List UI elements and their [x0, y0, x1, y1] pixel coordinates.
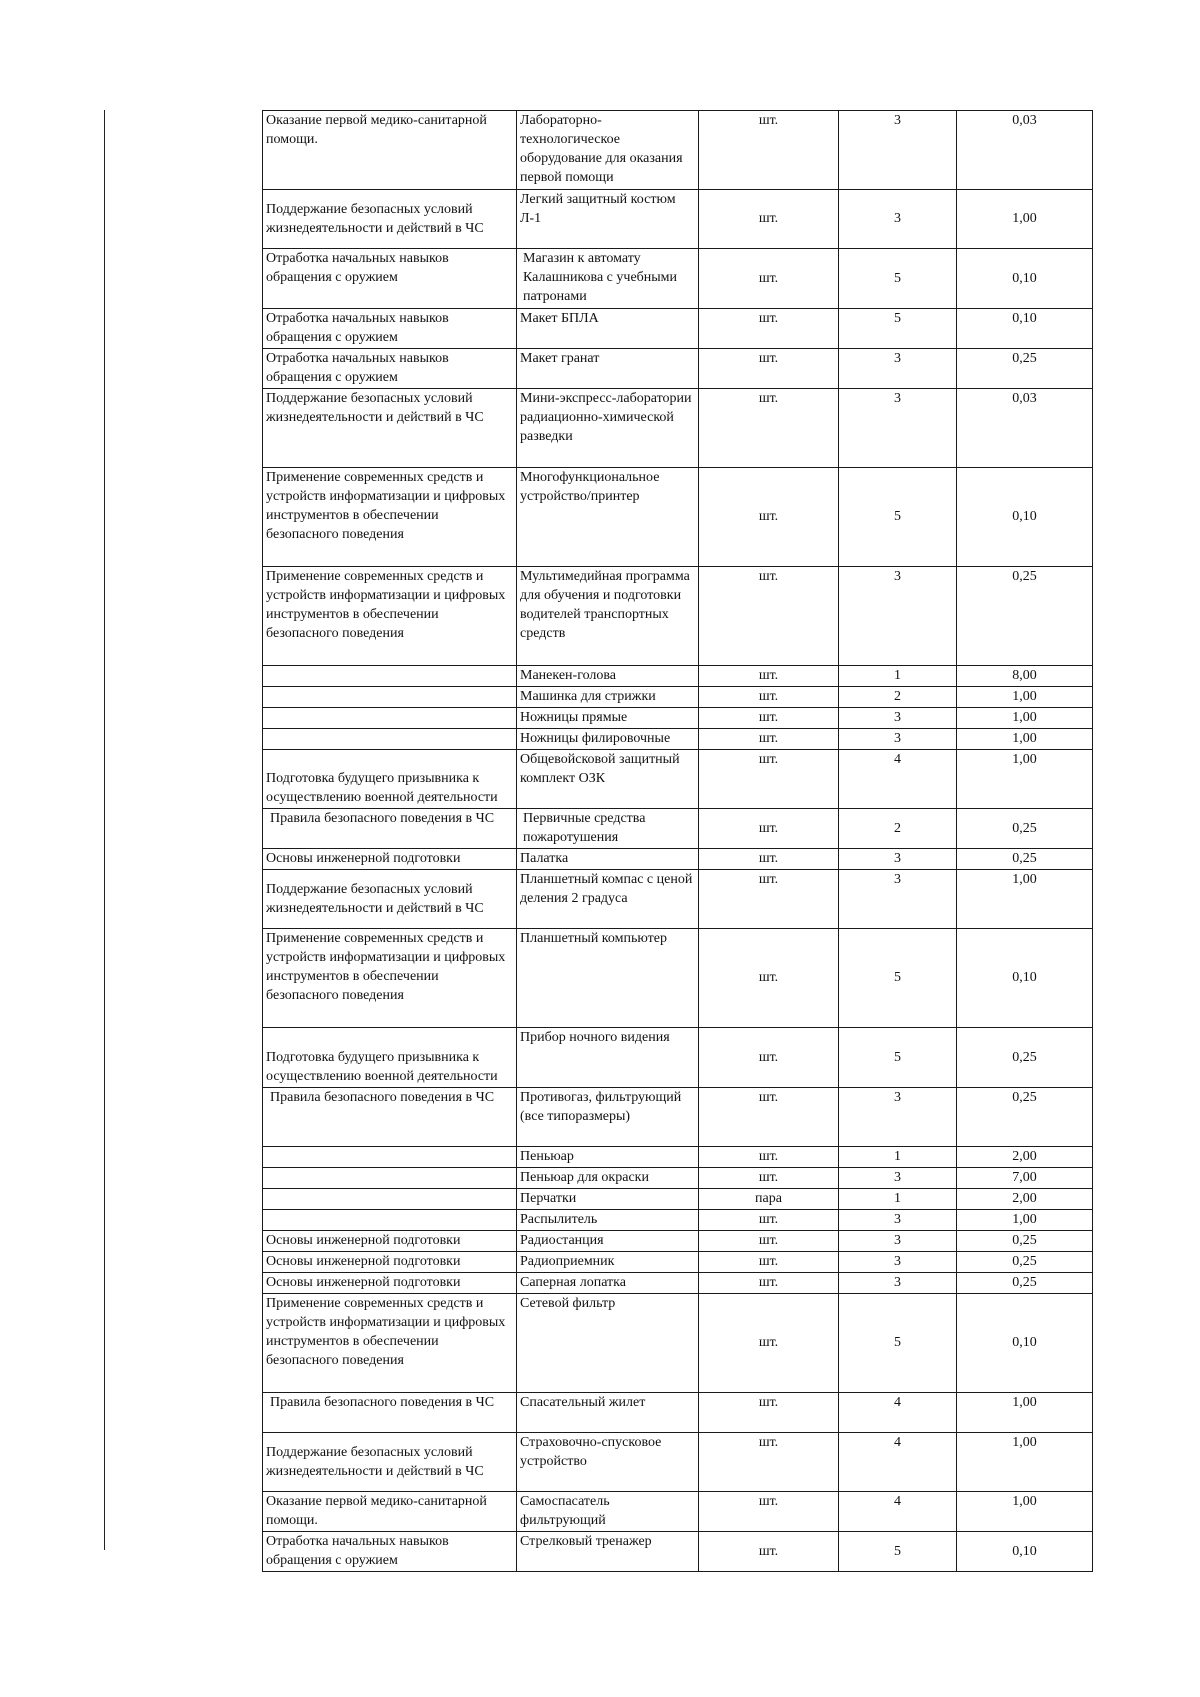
topic-cell: Отработка начальных навыков обращения с оружием: [263, 309, 517, 349]
item-cell: Пеньюар: [517, 1147, 699, 1168]
table-row: [263, 1393, 1093, 1433]
item-cell: Мультимедийная программа для обучения и подготовки водителей транспортных средств: [517, 567, 699, 666]
item-cell: Пеньюар для окраски: [517, 1168, 699, 1189]
norm-cell: 1,00: [957, 750, 1093, 809]
table-row: [263, 1231, 1093, 1252]
norm-cell: 0,03: [957, 389, 1093, 468]
topic-cell: [263, 1210, 517, 1231]
topic-cell: Применение современных средств и устройств информатизации и цифровых инструментов в обеспечении безопасного поведения: [263, 567, 517, 666]
norm-cell: 0,10: [957, 1532, 1093, 1572]
unit-cell: шт.: [699, 389, 839, 468]
table-row: [263, 1532, 1093, 1572]
topic-cell: Правила безопасного поведения в ЧС: [263, 1088, 517, 1147]
table-row: [263, 309, 1093, 349]
quantity-cell: 2: [839, 809, 957, 849]
table-row: [263, 929, 1093, 1028]
table-row: [263, 111, 1093, 190]
topic-cell: [263, 666, 517, 687]
quantity-cell: 3: [839, 1210, 957, 1231]
item-cell: Легкий защитный костюм Л-1: [517, 190, 699, 249]
topic-cell: Отработка начальных навыков обращения с оружием: [263, 349, 517, 389]
unit-cell: пара: [699, 1189, 839, 1210]
quantity-cell: 3: [839, 190, 957, 249]
unit-cell: шт.: [699, 1088, 839, 1147]
quantity-cell: 1: [839, 666, 957, 687]
topic-cell: Основы инженерной подготовки: [263, 1231, 517, 1252]
item-cell: Радиостанция: [517, 1231, 699, 1252]
table-row: [263, 389, 1093, 468]
table-row: [263, 1088, 1093, 1147]
topic-cell: Отработка начальных навыков обращения с оружием: [263, 1532, 517, 1572]
unit-cell: шт.: [699, 1168, 839, 1189]
table-row: [263, 870, 1093, 929]
norm-cell: 0,25: [957, 849, 1093, 870]
item-cell: Манекен-голова: [517, 666, 699, 687]
quantity-cell: 5: [839, 1532, 957, 1572]
table-row: [263, 190, 1093, 249]
quantity-cell: 3: [839, 708, 957, 729]
topic-cell: Основы инженерной подготовки: [263, 1273, 517, 1294]
quantity-cell: 5: [839, 468, 957, 567]
unit-cell: шт.: [699, 468, 839, 567]
item-cell: Распылитель: [517, 1210, 699, 1231]
quantity-cell: 1: [839, 1189, 957, 1210]
norm-cell: 0,25: [957, 567, 1093, 666]
item-cell: Прибор ночного видения: [517, 1028, 699, 1088]
unit-cell: шт.: [699, 750, 839, 809]
item-cell: Многофункциональное устройство/принтер: [517, 468, 699, 567]
item-cell: Стрелковый тренажер: [517, 1532, 699, 1572]
topic-cell: Поддержание безопасных условий жизнедеятельности и действий в ЧС: [263, 190, 517, 249]
norm-cell: 7,00: [957, 1168, 1093, 1189]
norm-cell: 1,00: [957, 1210, 1093, 1231]
table-row: [263, 1492, 1093, 1532]
norm-cell: 8,00: [957, 666, 1093, 687]
norm-cell: 1,00: [957, 708, 1093, 729]
norm-cell: 2,00: [957, 1189, 1093, 1210]
quantity-cell: 2: [839, 687, 957, 708]
table-row: [263, 349, 1093, 389]
equipment-table: [262, 110, 1093, 1572]
topic-cell: [263, 708, 517, 729]
unit-cell: шт.: [699, 1492, 839, 1532]
norm-cell: 0,25: [957, 1231, 1093, 1252]
unit-cell: шт.: [699, 1433, 839, 1492]
quantity-cell: 3: [839, 729, 957, 750]
quantity-cell: 3: [839, 111, 957, 190]
norm-cell: 0,25: [957, 349, 1093, 389]
table-row: [263, 1433, 1093, 1492]
quantity-cell: 3: [839, 1168, 957, 1189]
table-row: [263, 729, 1093, 750]
topic-cell: [263, 1147, 517, 1168]
quantity-cell: 3: [839, 870, 957, 929]
norm-cell: 1,00: [957, 1492, 1093, 1532]
quantity-cell: 5: [839, 1028, 957, 1088]
unit-cell: шт.: [699, 1028, 839, 1088]
topic-cell: Подготовка будущего призывника к осуществлению военной деятельности: [263, 1028, 517, 1088]
unit-cell: шт.: [699, 729, 839, 750]
norm-cell: 0,25: [957, 1088, 1093, 1147]
table-row: [263, 1294, 1093, 1393]
topic-cell: [263, 1168, 517, 1189]
unit-cell: шт.: [699, 666, 839, 687]
norm-cell: 1,00: [957, 190, 1093, 249]
unit-cell: шт.: [699, 1147, 839, 1168]
unit-cell: шт.: [699, 1231, 839, 1252]
table-row: [263, 1189, 1093, 1210]
quantity-cell: 4: [839, 1433, 957, 1492]
table-row: [263, 809, 1093, 849]
table-row: [263, 468, 1093, 567]
norm-cell: 0,10: [957, 1294, 1093, 1393]
norm-cell: 0,25: [957, 1273, 1093, 1294]
topic-cell: [263, 1189, 517, 1210]
item-cell: Радиоприемник: [517, 1252, 699, 1273]
item-cell: Перчатки: [517, 1189, 699, 1210]
topic-cell: [263, 687, 517, 708]
unit-cell: шт.: [699, 1294, 839, 1393]
item-cell: Первичные средства пожаротушения: [517, 809, 699, 849]
norm-cell: 0,10: [957, 468, 1093, 567]
quantity-cell: 1: [839, 1147, 957, 1168]
quantity-cell: 5: [839, 249, 957, 309]
topic-cell: Применение современных средств и устройств информатизации и цифровых инструментов в обеспечении безопасного поведения: [263, 468, 517, 567]
quantity-cell: 5: [839, 1294, 957, 1393]
item-cell: Лабораторно-технологическое оборудование для оказания первой помощи: [517, 111, 699, 190]
item-cell: Макет гранат: [517, 349, 699, 389]
item-cell: Самоспасатель фильтрующий: [517, 1492, 699, 1532]
quantity-cell: 5: [839, 309, 957, 349]
quantity-cell: 3: [839, 567, 957, 666]
unit-cell: шт.: [699, 809, 839, 849]
item-cell: Саперная лопатка: [517, 1273, 699, 1294]
item-cell: Машинка для стрижки: [517, 687, 699, 708]
unit-cell: шт.: [699, 1252, 839, 1273]
item-cell: Мини-экспресс-лаборатории радиационно-химической разведки: [517, 389, 699, 468]
item-cell: Магазин к автомату Калашникова с учебными патронами: [517, 249, 699, 309]
unit-cell: шт.: [699, 111, 839, 190]
topic-cell: Правила безопасного поведения в ЧС: [263, 809, 517, 849]
unit-cell: шт.: [699, 1210, 839, 1231]
table-row: [263, 708, 1093, 729]
quantity-cell: 4: [839, 1492, 957, 1532]
norm-cell: 0,25: [957, 809, 1093, 849]
topic-cell: Поддержание безопасных условий жизнедеятельности и действий в ЧС: [263, 389, 517, 468]
topic-cell: Основы инженерной подготовки: [263, 849, 517, 870]
item-cell: Ножницы прямые: [517, 708, 699, 729]
table-row: [263, 1252, 1093, 1273]
topic-cell: Отработка начальных навыков обращения с оружием: [263, 249, 517, 309]
unit-cell: шт.: [699, 249, 839, 309]
item-cell: Планшетный компьютер: [517, 929, 699, 1028]
quantity-cell: 4: [839, 1393, 957, 1433]
table-row: [263, 1168, 1093, 1189]
quantity-cell: 3: [839, 1088, 957, 1147]
topic-cell: Подготовка будущего призывника к осуществлению военной деятельности: [263, 750, 517, 809]
topic-cell: Правила безопасного поведения в ЧС: [263, 1393, 517, 1433]
page-margin-line: [104, 110, 105, 1550]
table-row: [263, 567, 1093, 666]
equipment-table-body: [263, 111, 1093, 1572]
unit-cell: шт.: [699, 1273, 839, 1294]
norm-cell: 1,00: [957, 870, 1093, 929]
item-cell: Палатка: [517, 849, 699, 870]
quantity-cell: 3: [839, 1252, 957, 1273]
norm-cell: 0,03: [957, 111, 1093, 190]
topic-cell: Оказание первой медико-санитарной помощи.: [263, 1492, 517, 1532]
item-cell: Спасательный жилет: [517, 1393, 699, 1433]
table-row: [263, 687, 1093, 708]
norm-cell: 0,10: [957, 249, 1093, 309]
norm-cell: 0,25: [957, 1028, 1093, 1088]
topic-cell: Применение современных средств и устройств информатизации и цифровых инструментов в обеспечении безопасного поведения: [263, 929, 517, 1028]
unit-cell: шт.: [699, 1532, 839, 1572]
unit-cell: шт.: [699, 1393, 839, 1433]
table-row: [263, 1147, 1093, 1168]
norm-cell: 1,00: [957, 1393, 1093, 1433]
unit-cell: шт.: [699, 687, 839, 708]
unit-cell: шт.: [699, 349, 839, 389]
norm-cell: 0,10: [957, 309, 1093, 349]
norm-cell: 1,00: [957, 687, 1093, 708]
unit-cell: шт.: [699, 849, 839, 870]
quantity-cell: 3: [839, 849, 957, 870]
item-cell: Макет БПЛА: [517, 309, 699, 349]
norm-cell: 0,25: [957, 1252, 1093, 1273]
unit-cell: шт.: [699, 190, 839, 249]
table-row: [263, 1273, 1093, 1294]
table-row: [263, 1210, 1093, 1231]
item-cell: Ножницы филировочные: [517, 729, 699, 750]
topic-cell: [263, 729, 517, 750]
unit-cell: шт.: [699, 870, 839, 929]
topic-cell: Поддержание безопасных условий жизнедеятельности и действий в ЧС: [263, 870, 517, 929]
table-row: [263, 666, 1093, 687]
topic-cell: Поддержание безопасных условий жизнедеятельности и действий в ЧС: [263, 1433, 517, 1492]
norm-cell: 1,00: [957, 1433, 1093, 1492]
norm-cell: 1,00: [957, 729, 1093, 750]
quantity-cell: 3: [839, 389, 957, 468]
item-cell: Общевойсковой защитный комплект ОЗК: [517, 750, 699, 809]
quantity-cell: 4: [839, 750, 957, 809]
unit-cell: шт.: [699, 309, 839, 349]
norm-cell: 0,10: [957, 929, 1093, 1028]
item-cell: Противогаз, фильтрующий (все типоразмеры): [517, 1088, 699, 1147]
item-cell: Страховочно-спусковое устройство: [517, 1433, 699, 1492]
unit-cell: шт.: [699, 929, 839, 1028]
topic-cell: Оказание первой медико-санитарной помощи.: [263, 111, 517, 190]
item-cell: Сетевой фильтр: [517, 1294, 699, 1393]
quantity-cell: 3: [839, 1273, 957, 1294]
item-cell: Планшетный компас с ценой деления 2 градуса: [517, 870, 699, 929]
unit-cell: шт.: [699, 708, 839, 729]
topic-cell: Применение современных средств и устройств информатизации и цифровых инструментов в обеспечении безопасного поведения: [263, 1294, 517, 1393]
topic-cell: Основы инженерной подготовки: [263, 1252, 517, 1273]
table-row: [263, 1028, 1093, 1088]
table-row: [263, 750, 1093, 809]
table-row: [263, 249, 1093, 309]
quantity-cell: 5: [839, 929, 957, 1028]
quantity-cell: 3: [839, 1231, 957, 1252]
quantity-cell: 3: [839, 349, 957, 389]
table-row: [263, 849, 1093, 870]
norm-cell: 2,00: [957, 1147, 1093, 1168]
unit-cell: шт.: [699, 567, 839, 666]
